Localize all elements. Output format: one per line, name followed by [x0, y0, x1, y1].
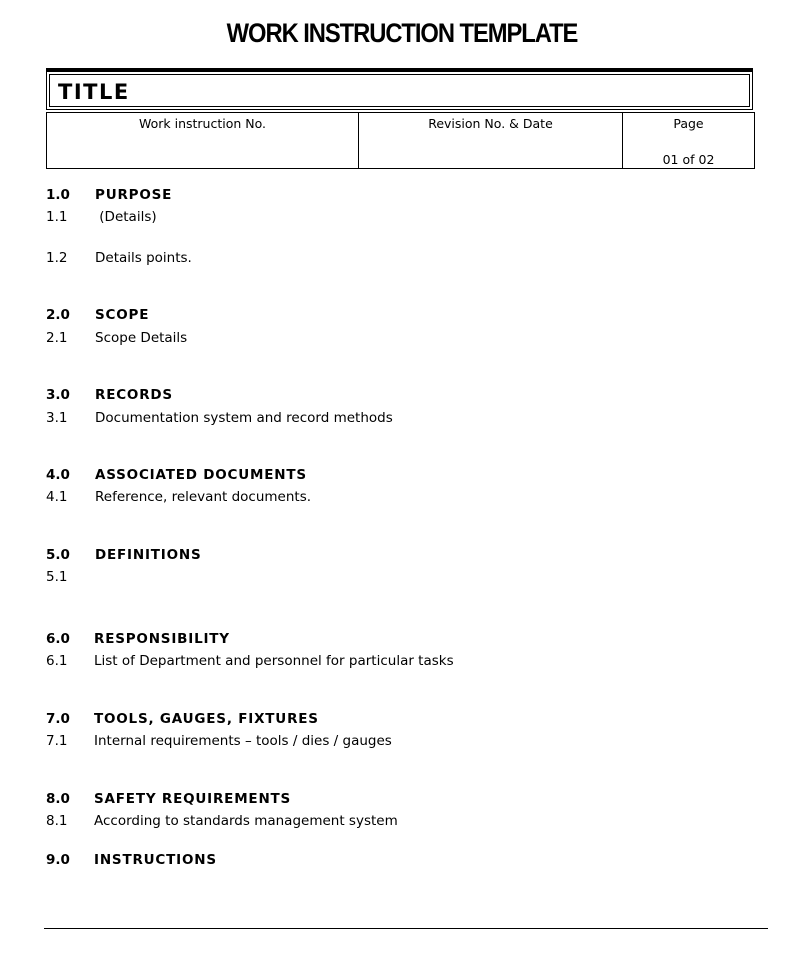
- section-number: 1.0: [46, 187, 70, 203]
- section-number: 4.0: [46, 467, 70, 483]
- section-heading-records: RECORDS: [95, 387, 173, 403]
- page-count: 01 of 02: [662, 152, 715, 167]
- item-number: 8.1: [46, 813, 68, 829]
- item-number: 2.1: [46, 330, 68, 346]
- section-number: 7.0: [46, 711, 70, 727]
- title-box: [46, 68, 753, 110]
- item-text: Scope Details: [95, 330, 188, 346]
- footer-divider: [44, 928, 768, 929]
- item-text: Details points.: [95, 250, 192, 266]
- section-number: 6.0: [46, 631, 70, 647]
- section-number: 9.0: [46, 852, 70, 868]
- section-heading-associated-documents: ASSOCIATED DOCUMENTS: [95, 467, 307, 483]
- item-text: According to standards management system: [94, 813, 398, 829]
- section-heading-definitions: DEFINITIONS: [95, 547, 202, 563]
- item-text: List of Department and personnel for particular tasks: [94, 653, 454, 669]
- item-number: 1.1: [46, 209, 68, 225]
- section-number: 3.0: [46, 387, 70, 403]
- section-heading-safety-requirements: SAFETY REQUIREMENTS: [94, 791, 292, 807]
- document-heading: WORK INSTRUCTION TEMPLATE: [226, 18, 578, 48]
- title-label: TITLE: [58, 80, 130, 104]
- item-text: Documentation system and record methods: [95, 410, 393, 426]
- revision-cell: [359, 113, 623, 169]
- document-info-table: [46, 112, 755, 169]
- section-number: 5.0: [46, 547, 70, 563]
- section-number: 8.0: [46, 791, 70, 807]
- section-heading-instructions: INSTRUCTIONS: [94, 852, 217, 868]
- item-text: Reference, relevant documents.: [95, 489, 312, 505]
- title-box-inner: [49, 74, 750, 107]
- revision-label: Revision No. & Date: [428, 116, 553, 131]
- section-heading-purpose: PURPOSE: [95, 187, 173, 203]
- section-heading-tools-gauges-fixtures: TOOLS, GAUGES, FIXTURES: [94, 711, 319, 727]
- item-number: 6.1: [46, 653, 68, 669]
- item-number: 3.1: [46, 410, 68, 426]
- item-text: Internal requirements – tools / dies / gauges: [94, 733, 392, 749]
- section-number: 2.0: [46, 307, 70, 323]
- item-number: 5.1: [46, 569, 68, 585]
- work-instruction-no-label: Work instruction No.: [138, 116, 267, 131]
- page-label: Page: [673, 116, 704, 131]
- item-number: 1.2: [46, 250, 68, 266]
- work-instruction-no-cell: [47, 113, 359, 169]
- item-text: (Details): [95, 209, 157, 225]
- item-number: 4.1: [46, 489, 68, 505]
- section-heading-responsibility: RESPONSIBILITY: [94, 631, 230, 647]
- item-number: 7.1: [46, 733, 68, 749]
- page-cell: [623, 113, 755, 169]
- section-heading-scope: SCOPE: [95, 307, 150, 323]
